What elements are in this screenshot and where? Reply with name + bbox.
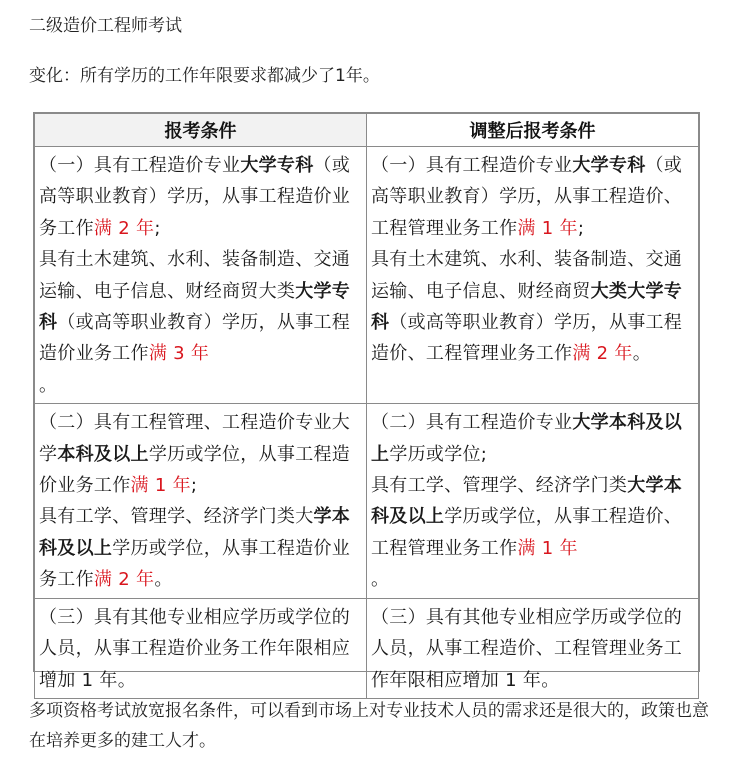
bold-text: 大学本科及以上	[371, 475, 683, 528]
text-run: （二）具有工程管理、工程造价专业大学	[39, 412, 351, 465]
bold-text: 大学专科	[572, 155, 646, 176]
text-run: （一）具有工程造价专业	[39, 155, 241, 176]
text-run: （或高等职业教育）学历，从事工程造价、工程管理业务工作	[371, 155, 683, 239]
text-run: （或高等职业教育）学历，从事工程造价业务工作	[39, 155, 351, 239]
text-run: （或高等职业教育）学历，从事工程造价业务工作	[39, 312, 351, 365]
bold-text: 大类大学专科	[371, 280, 683, 334]
text-run: 。	[371, 569, 390, 591]
text-run: ;	[190, 475, 198, 497]
text-run: 。	[154, 569, 173, 591]
row1-adjusted-cell	[367, 147, 699, 404]
text-run: 具有土木建筑、水利、装备制造、交通运输、电子信息、财经商贸大类	[39, 249, 351, 302]
row2-original-cell	[35, 404, 367, 598]
table-row	[35, 598, 699, 698]
bold-text: 学本科及以上	[39, 506, 351, 559]
comparison-table	[33, 112, 700, 691]
row2-adjusted-cell	[367, 404, 699, 598]
text-run: 。	[39, 374, 58, 396]
header-adjusted-conditions: 调整后报考条件	[367, 114, 699, 147]
bold-text: 大学本科及以上	[371, 412, 683, 465]
page-heading: 二级造价工程师考试	[29, 16, 182, 36]
change-text: 所有学历的工作年限要求都减少了1年。	[80, 66, 380, 86]
row3-original-cell: （三）具有其他专业相应学历或学位的人员，从事工程造价业务工作年限相应增加 1 年。	[35, 598, 367, 698]
table-header-row	[35, 114, 699, 147]
text-run: 学历或学位，从事工程造价业务工作	[39, 537, 351, 591]
highlight-years: 满 2 年	[93, 569, 155, 591]
highlight-years: 满 3 年	[148, 343, 210, 365]
text-run: 具有土木建筑、水利、装备制造、交通运输、电子信息、财经商贸	[371, 249, 683, 302]
bold-text: 本科及以上	[57, 443, 149, 465]
change-summary	[29, 64, 380, 88]
row3-adjusted-cell: （三）具有其他专业相应学历或学位的人员，从事工程造价、工程管理业务工作年限相应增加 1 年。	[367, 598, 699, 698]
row1-original-cell	[35, 147, 367, 404]
bold-text: 大学专科	[240, 155, 314, 176]
table-row	[35, 404, 699, 598]
text-run: 学历或学位;	[389, 443, 488, 465]
text-run: 学历或学位，从事工程造价、工程管理业务工作	[371, 506, 683, 559]
header-original-conditions: 报考条件	[35, 114, 367, 147]
footer-paragraph: 多项资格考试放宽报名条件，可以看到市场上对专业技术人员的需求还是很大的，政策也意在培养更多的建工人才。	[29, 701, 709, 751]
text-run: 具有工学、管理学、经济学门类	[371, 475, 628, 497]
text-run: ;	[577, 217, 585, 239]
text-run: （或高等职业教育）学历，从事工程造价、工程管理业务工作	[371, 312, 683, 365]
highlight-years: 满 2 年	[572, 343, 633, 365]
text-run: （二）具有工程造价专业	[371, 412, 573, 434]
text-run: （一）具有工程造价专业	[371, 155, 573, 176]
text-run: 。	[632, 343, 652, 365]
text-run: 具有工学、管理学、经济学门类大	[39, 506, 314, 528]
text-run: ;	[154, 217, 161, 239]
highlight-years: 满 1 年	[517, 217, 578, 239]
table-row	[35, 147, 699, 404]
text-run: 学历或学位，从事工程造价业务工作	[39, 443, 351, 497]
highlight-years: 满 2 年	[93, 217, 155, 239]
bold-text: 大学专科	[39, 280, 351, 334]
change-label: 变化：	[29, 66, 80, 86]
highlight-years: 满 1 年	[130, 475, 191, 497]
highlight-years: 满 1 年	[517, 537, 578, 559]
